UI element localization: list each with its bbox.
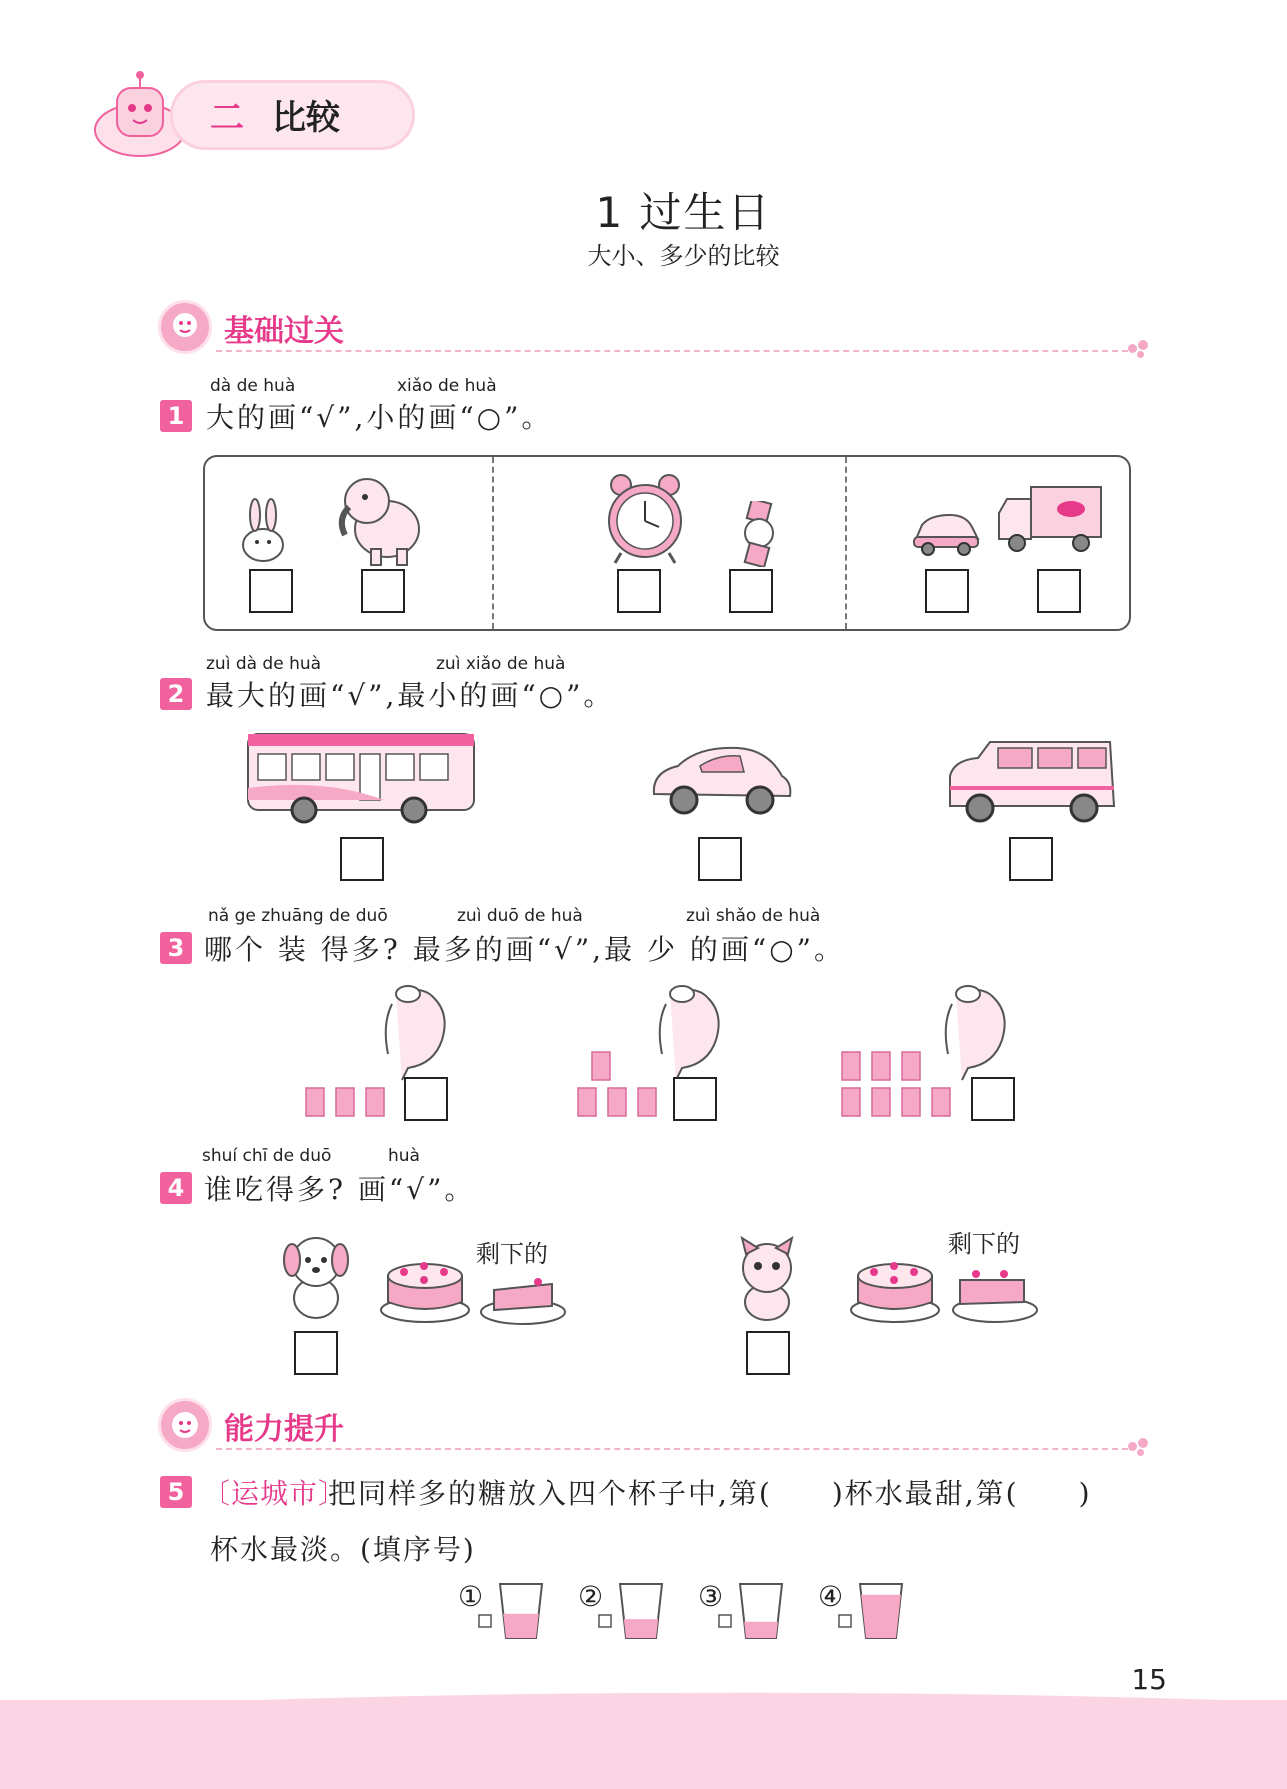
elephant-icon <box>335 469 425 569</box>
cup-icon <box>736 1580 786 1642</box>
q4-number: 4 <box>160 1172 192 1204</box>
q4-remaining-label-2: 剩下的 <box>948 1230 1020 1258</box>
page-number: 15 <box>1131 1663 1167 1696</box>
kitten-icon <box>728 1236 806 1322</box>
q1-clock-answer-box[interactable] <box>617 569 661 613</box>
sugar-cube-icon <box>476 1610 496 1630</box>
q4-remaining-label-1: 剩下的 <box>476 1240 548 1268</box>
alarm-clock-icon <box>605 471 685 567</box>
q3-pinyin-2: zuì duō de huà <box>457 906 583 926</box>
lesson-title: 1 过生日 <box>595 188 772 237</box>
q2-text: 最大的画“√”,最小的画“○”。 <box>206 679 615 712</box>
q1-text: 大的画“√”,小的画“○”。 <box>206 401 553 434</box>
cake-slice-icon <box>478 1270 568 1326</box>
q2-pinyin-1: zuì dà de huà <box>206 654 322 674</box>
mascot-monkey-icon <box>158 1398 212 1452</box>
q3-group3-answer-box[interactable] <box>971 1077 1015 1121</box>
q1-pinyin-2: xiǎo de huà <box>397 376 497 396</box>
q1-pinyin-1: dà de huà <box>210 376 296 396</box>
bottom-decor-fill <box>0 1700 1287 1789</box>
cups-row-icon <box>302 1084 392 1120</box>
section-divider <box>216 350 1128 352</box>
q3-number: 3 <box>160 932 192 964</box>
cup-label: ① <box>458 1580 484 1613</box>
cup-icon <box>496 1580 546 1642</box>
beetle-car-icon <box>648 742 796 822</box>
wristwatch-icon <box>735 501 785 567</box>
truck-icon <box>995 483 1105 559</box>
panel-divider <box>845 457 847 629</box>
cup-label: ③ <box>698 1580 724 1613</box>
q4-kitten-answer-box[interactable] <box>746 1331 790 1375</box>
q4-puppy-answer-box[interactable] <box>294 1331 338 1375</box>
q1-elephant-answer-box[interactable] <box>361 569 405 613</box>
chapter-number: 二 <box>210 98 244 138</box>
mascot-girl-icon <box>158 300 212 354</box>
q4-text: 谁吃得多? 画“√”。 <box>204 1173 476 1206</box>
section-title: 能力提升 <box>224 1412 344 1447</box>
van-icon <box>944 736 1120 826</box>
sugar-cube-icon <box>716 1610 736 1630</box>
q3-group2-answer-box[interactable] <box>673 1077 717 1121</box>
q2-pinyin-2: zuì xiǎo de huà <box>436 654 566 674</box>
puppy-icon <box>278 1230 354 1322</box>
cup-label: ④ <box>818 1580 844 1613</box>
small-car-icon <box>910 507 982 557</box>
q5-text-line1: 把同样多的糖放入四个杯子中,第( )杯水最甜,第( ) <box>328 1477 1092 1510</box>
cups-grid-icon <box>838 1048 958 1120</box>
q2-beetle-answer-box[interactable] <box>698 837 742 881</box>
q1-panel <box>203 455 1131 631</box>
cup-label: ② <box>578 1580 604 1613</box>
q3-pinyin-1: nǎ ge zhuāng de duō <box>208 906 388 926</box>
sugar-cube-icon <box>596 1610 616 1630</box>
chapter-heading <box>210 90 340 139</box>
q1-watch-answer-box[interactable] <box>729 569 773 613</box>
decor-dots-icon <box>1128 1438 1152 1458</box>
q5-cups-row <box>456 1580 916 1650</box>
whole-cake-icon <box>848 1252 942 1324</box>
panel-divider <box>492 457 494 629</box>
q3-pinyin-3: zuì shǎo de huà <box>686 906 821 926</box>
q3-group1-answer-box[interactable] <box>404 1077 448 1121</box>
section-header-advanced <box>158 1398 1158 1460</box>
cup-icon <box>856 1580 906 1642</box>
decor-dots-icon <box>1128 340 1152 360</box>
rabbit-icon <box>233 497 293 567</box>
lesson-subtitle: 大小、多少的比较 <box>587 242 780 270</box>
q2-number: 2 <box>160 678 192 710</box>
cake-slice-icon <box>950 1262 1040 1324</box>
section-divider <box>216 1448 1128 1450</box>
q2-bus-answer-box[interactable] <box>340 837 384 881</box>
q1-car-answer-box[interactable] <box>925 569 969 613</box>
q1-truck-answer-box[interactable] <box>1037 569 1081 613</box>
q4-pinyin-2: huà <box>388 1146 420 1166</box>
sugar-cube-icon <box>836 1610 856 1630</box>
chapter-title: 比较 <box>272 98 340 138</box>
q1-rabbit-answer-box[interactable] <box>249 569 293 613</box>
q3-text: 哪个 装 得多? 最多的画“√”,最 少 的画“○”。 <box>204 933 845 966</box>
q4-pinyin-1: shuí chī de duō <box>202 1146 332 1166</box>
whole-cake-icon <box>378 1252 472 1324</box>
bus-icon <box>244 728 480 824</box>
section-title: 基础过关 <box>224 314 344 349</box>
pitcher-icon <box>362 984 452 1084</box>
q5-number: 5 <box>160 1476 192 1508</box>
q5-text-line2: 杯水最淡。(填序号) <box>210 1533 476 1566</box>
cup-icon <box>616 1580 666 1642</box>
section-header-basic <box>158 300 1158 362</box>
q5-source: 〔运城市〕 <box>202 1477 348 1510</box>
cups-stack-icon <box>574 1048 664 1120</box>
q2-van-answer-box[interactable] <box>1009 837 1053 881</box>
q1-number: 1 <box>160 400 192 432</box>
chapter-banner <box>85 70 415 160</box>
